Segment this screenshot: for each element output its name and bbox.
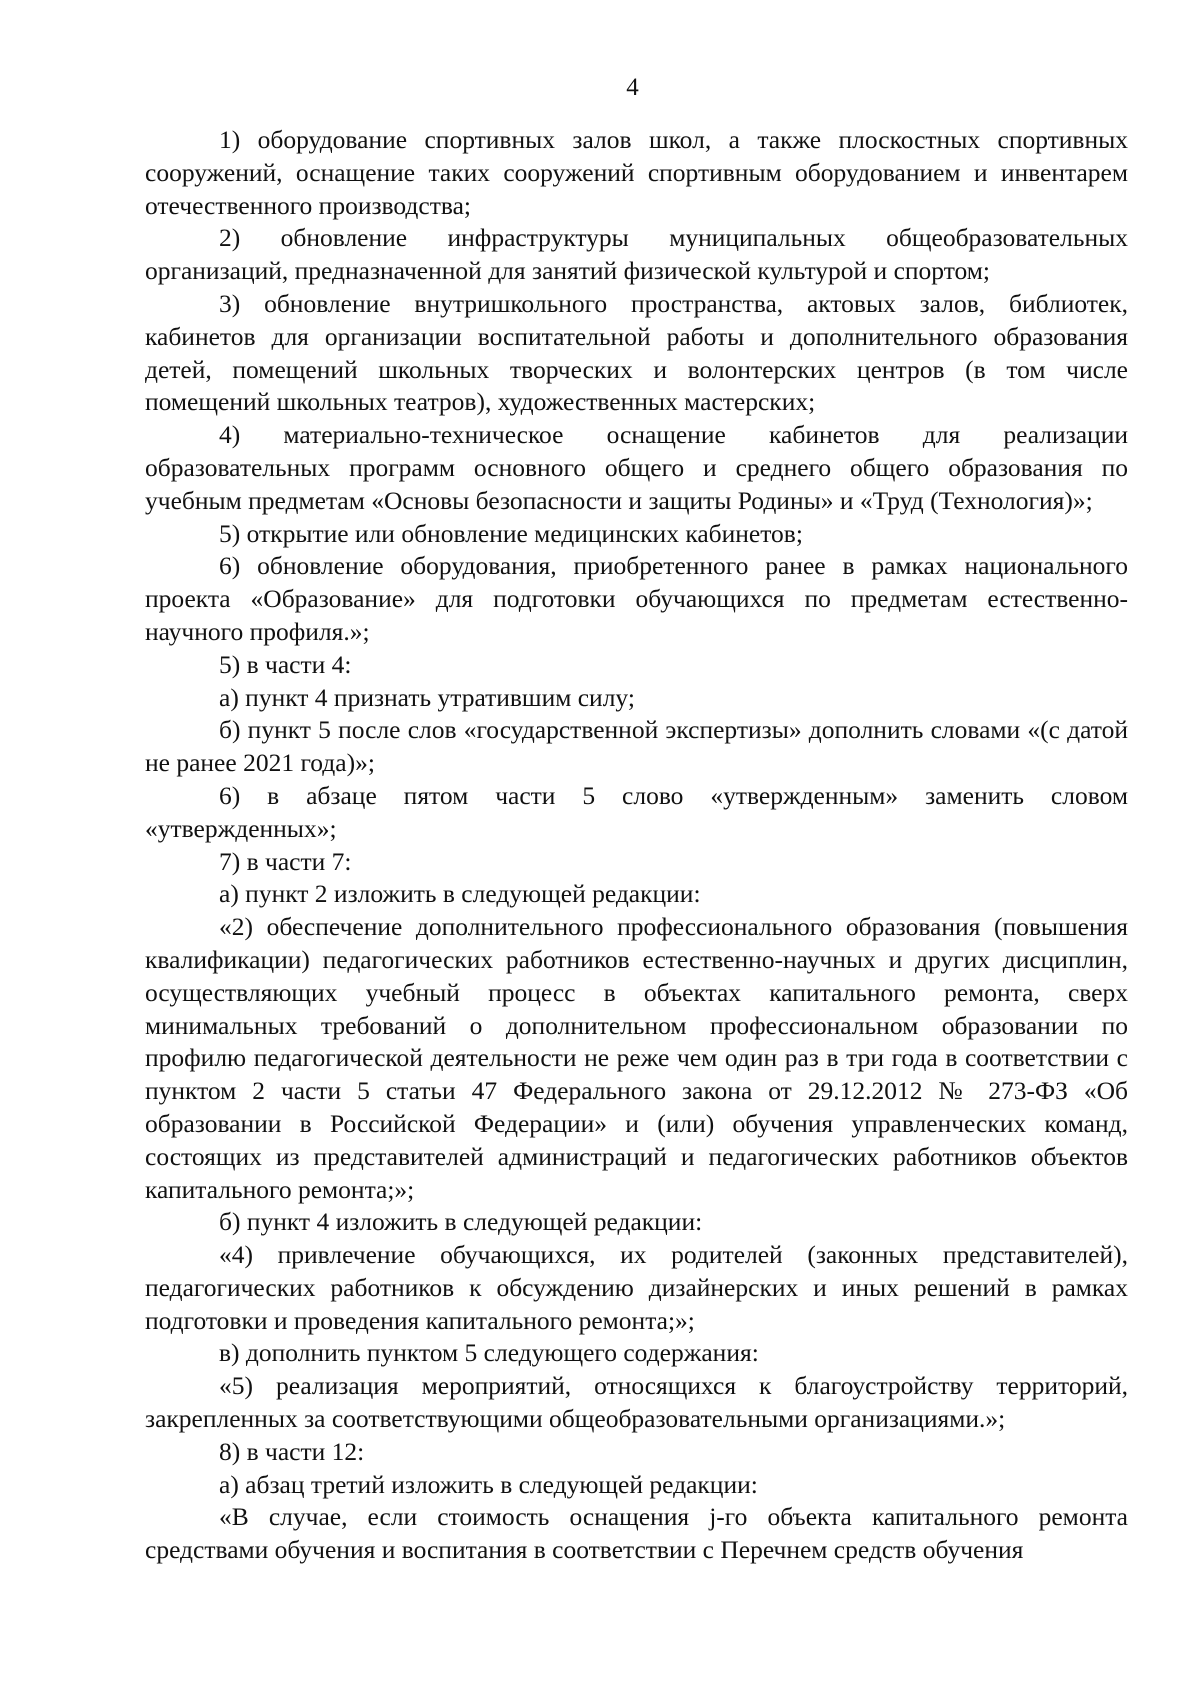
paragraph: 6) в абзаце пятом части 5 слово «утвержденным» заменить словом «утвержденных»; xyxy=(145,780,1128,843)
paragraph: «4) привлечение обучающихся, их родителей (законных представителей), педагогических работников к обсуждению дизайнерских и иных решений в рамках подготовки и проведения капитального ремонта;»; xyxy=(145,1240,1128,1335)
paragraph: 7) в части 7: xyxy=(219,846,352,876)
paragraph: в) дополнить пунктом 5 следующего содержания: xyxy=(219,1338,759,1368)
paragraph: 6) обновление оборудования, приобретенного ранее в рамках национального проекта «Образование» для подготовки обучающихся по предметам естественно-научного профиля.»; xyxy=(145,551,1128,646)
paragraph: «5) реализация мероприятий, относящихся к благоустройству территорий, закрепленных за соответствующими общеобразовательными организациями.»; xyxy=(145,1371,1128,1434)
paragraph: б) пункт 5 после слов «государственной экспертизы» дополнить словами «(с датой не ранее 2021 года)»; xyxy=(145,715,1128,778)
paragraph: 8) в части 12: xyxy=(219,1436,365,1466)
paragraph: 3) обновление внутришкольного пространства, актовых залов, библиотек, кабинетов для организации воспитательной работы и дополнительного образования детей, помещений школьных творческих и волонтерских центров (в том числе помещений школьных театров), художественных мастерских; xyxy=(145,288,1128,417)
paragraph: 5) в части 4: xyxy=(219,649,352,679)
paragraph: 1) оборудование спортивных залов школ, а также плоскостных спортивных сооружений, оснащение таких сооружений спортивным оборудованием и инвентарем отечественного производства; xyxy=(145,125,1128,220)
paragraph: «В случае, если стоимость оснащения j-го объекта капитального ремонта средствами обучения и воспитания в соответствии с Перечнем средств обучения xyxy=(145,1502,1128,1565)
paragraph: 2) обновление инфраструктуры муниципальных общеобразовательных организаций, предназначенной для занятий физической культурой и спортом; xyxy=(145,223,1128,286)
document-body xyxy=(145,124,1128,1567)
paragraph: а) абзац третий изложить в следующей редакции: xyxy=(219,1469,758,1499)
page-number: 4 xyxy=(626,74,639,101)
paragraph: «2) обеспечение дополнительного профессионального образования (повышения квалификации) педагогических работников естественно-научных и других дисциплин, осуществляющих учебный процесс в объектах капитального ремонта, сверх минимальных требований о дополнительном профессиональном образовании по профилю педагогической деятельности не реже чем один раз в три года в соответствии с пунктом 2 части 5 статьи 47 Федерального закона от 29.12.2012 № 273-ФЗ «Об образовании в Российской Федерации» и (или) обучения управленческих команд, состоящих из представителей администраций и педагогических работников объектов капитального ремонта;»; xyxy=(145,912,1128,1204)
paragraph: 4) материально-техническое оснащение кабинетов для реализации образовательных программ основного общего и среднего общего образования по учебным предметам «Основы безопасности и защиты Родины» и «Труд (Технология)»; xyxy=(145,420,1128,515)
paragraph: 5) открытие или обновление медицинских кабинетов; xyxy=(219,518,803,548)
paragraph: б) пункт 4 изложить в следующей редакции: xyxy=(219,1207,703,1237)
paragraph: а) пункт 2 изложить в следующей редакции: xyxy=(219,879,701,909)
paragraph: а) пункт 4 признать утратившим силу; xyxy=(219,682,635,712)
